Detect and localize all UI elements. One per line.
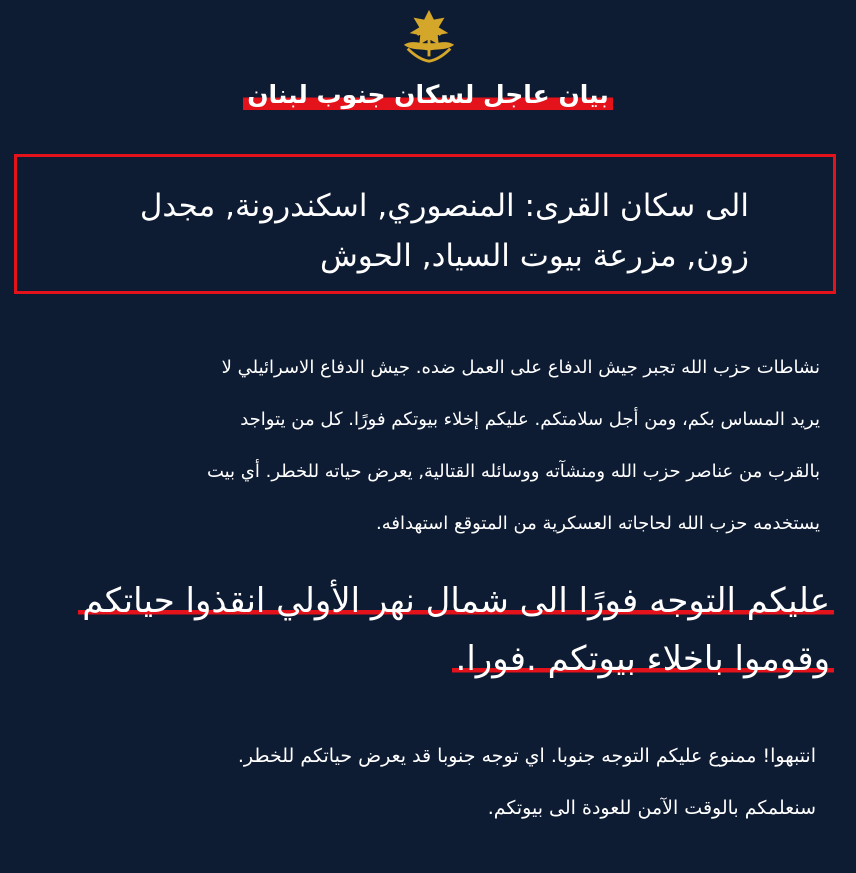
headline-container bbox=[0, 80, 856, 110]
headline: بيان عاجل لسكان جنوب لبنان bbox=[243, 80, 613, 110]
callout-line-2: وقوموا باخلاء بيوتكم .فورا. bbox=[452, 639, 834, 679]
notice-line-3: بالقرب من عناصر حزب الله ومنشآته ووسائله القتالية, يعرض حياته للخطر. أي بيت bbox=[206, 461, 820, 482]
villages-box bbox=[14, 154, 836, 294]
evacuation-callout bbox=[14, 572, 834, 688]
notice-line-1: نشاطات حزب الله تجبر جيش الدفاع على العمل ضده. جيش الدفاع الاسرائيلي لا bbox=[221, 357, 820, 378]
villages-text bbox=[109, 181, 749, 281]
villages-line-2: زون, مزرعة بيوت السياد, الحوش bbox=[319, 238, 749, 274]
callout-line-1: عليكم التوجه فورًا الى شمال نهر الأولي انقذوا حياتكم bbox=[78, 581, 834, 621]
warning-line-2: سنعلمكم بالوقت الآمن للعودة الى بيوتكم. bbox=[487, 797, 816, 819]
warning-paragraph bbox=[36, 730, 816, 834]
notice-paragraph bbox=[30, 342, 820, 550]
idf-emblem-icon bbox=[398, 6, 460, 68]
notice-line-4: يستخدمه حزب الله لحاجاته العسكرية من المتوقع استهدافه. bbox=[375, 513, 820, 534]
villages-line-1: الى سكان القرى: المنصوري, اسكندرونة, مجدل bbox=[139, 188, 749, 224]
notice-line-2: يريد المساس بكم، ومن أجل سلامتكم. عليكم إخلاء بيوتكم فورًا. كل من يتواجد bbox=[240, 409, 820, 430]
warning-line-1: انتبهوا! ممنوع عليكم التوجه جنوبا. اي توجه جنوبا قد يعرض حياتكم للخطر. bbox=[237, 745, 816, 767]
